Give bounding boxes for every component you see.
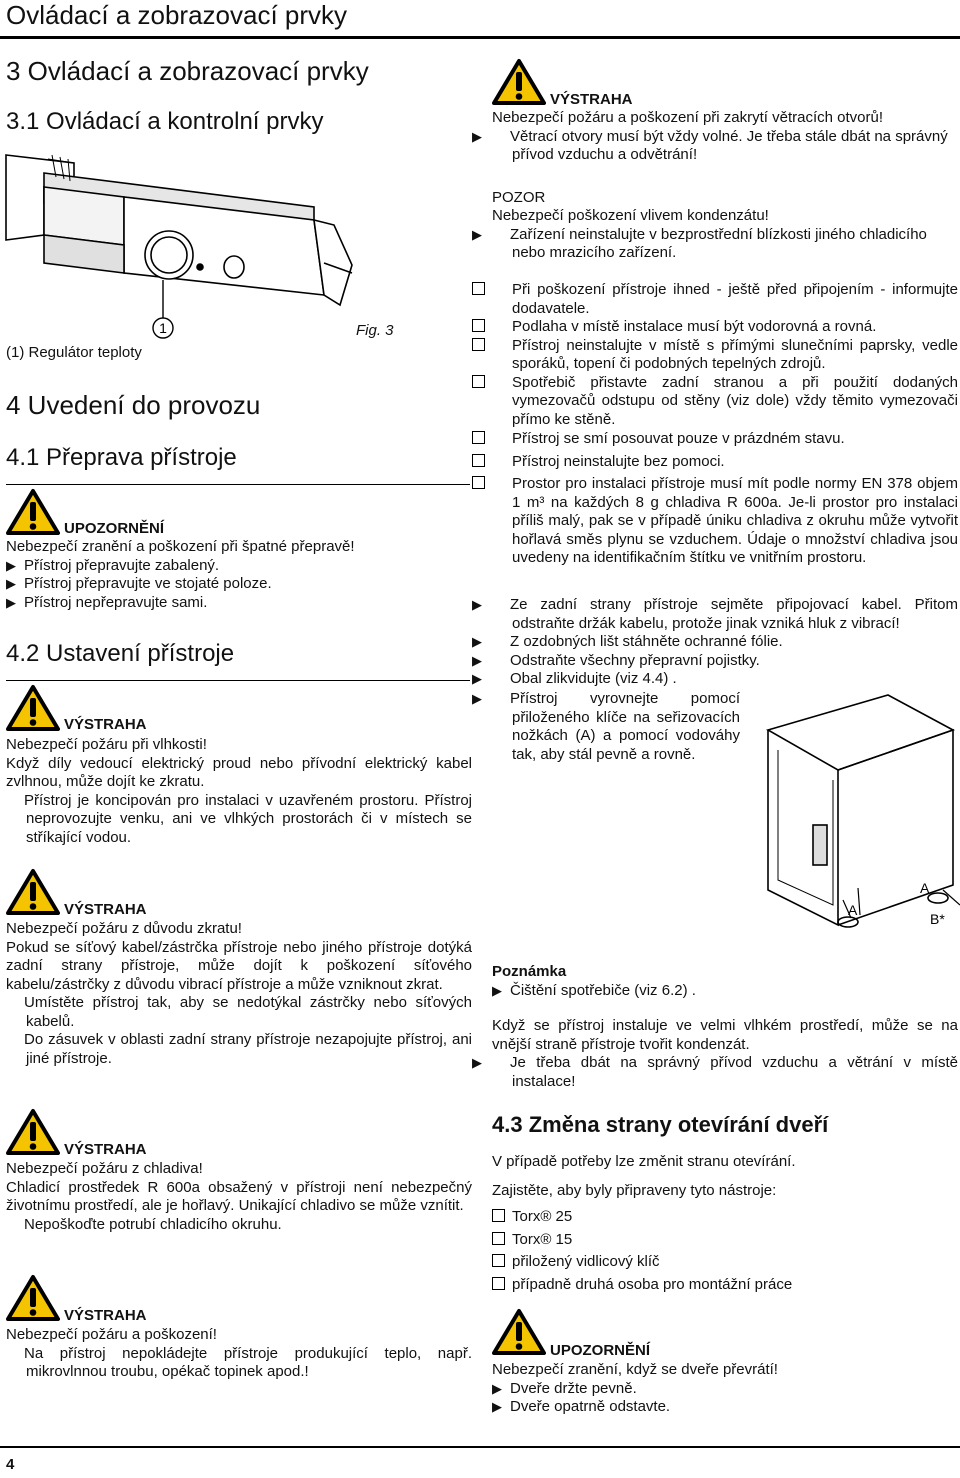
warning-signal-word: VÝSTRAHA <box>64 716 147 733</box>
arrow-bullet-icon: ▶ <box>472 691 482 706</box>
section-4-title: 4 Uvedení do provozu <box>6 390 261 420</box>
action-item: ▶ Přístroj nepřepravujte sami. <box>6 593 208 611</box>
installation-actions-a <box>472 596 958 689</box>
checkbox-icon <box>492 1229 512 1252</box>
arrow-bullet-icon: ▶ <box>6 594 16 610</box>
warning-triangle-icon <box>6 868 60 916</box>
section-3-title: 3 Ovládací a zobrazovací prvky <box>6 56 369 86</box>
checkbox-icon <box>492 281 512 300</box>
checkbox-icon <box>492 337 512 356</box>
action-item: ▶ Z ozdobných lišt stáhněte ochranné fólie. <box>472 633 783 650</box>
action-item: ▶ Dveře opatrně odstavte. <box>492 1398 671 1415</box>
foot-label-a: A <box>848 902 858 918</box>
action-item: ▶ Přístroj přepravujte ve stojaté poloze. <box>6 575 272 592</box>
figure-3-control-panel <box>4 145 470 360</box>
arrow-bullet-icon: ▶ <box>472 671 482 686</box>
checkbox-icon <box>492 1251 512 1274</box>
checkbox-icon <box>492 318 512 337</box>
control-panel-drawing <box>6 155 352 330</box>
warning-triangle-icon <box>6 1274 60 1322</box>
arrow-bullet-icon <box>6 994 24 1013</box>
section-4-2-rule <box>6 680 470 681</box>
warning-text: Nebezpečí požáru při vlhkosti! <box>6 736 207 753</box>
tool-item: případně druhá osoba pro montážní práce <box>492 1274 958 1297</box>
figure-callout-1: 1 <box>159 320 167 336</box>
section-4-3-title: 4.3 Změna strany otevírání dveří <box>492 1112 829 1137</box>
warning-refrigerant-block <box>6 1160 472 1234</box>
arrow-bullet-icon <box>6 792 24 811</box>
note-block <box>492 963 958 1000</box>
tools-list <box>492 1206 958 1296</box>
warning-text: Nebezpečí zranění a poškození při špatné přepravě! <box>6 538 355 555</box>
caution-text: Nebezpečí poškození vlivem kondenzátu! <box>492 207 769 224</box>
arrow-bullet-icon <box>6 1216 24 1235</box>
caution-signal-word: POZOR <box>492 189 546 206</box>
warning-humidity-block <box>6 736 472 847</box>
warning-triangle-icon <box>6 488 60 536</box>
warning-signal-word: VÝSTRAHA <box>64 901 147 918</box>
header-rule <box>0 36 960 39</box>
action-item: Přístroj je koncipován pro instalaci v uzavřeném prostoru. Přístroj neprovozujte venku, ani ve vlhkých prostorách či v místech se stříkající vodou. <box>6 792 472 848</box>
checkbox-icon <box>492 430 512 449</box>
tools-intro: Zajistěte, aby byly připraveny tyto nástroje: <box>492 1182 777 1199</box>
warning-transport-block <box>6 538 472 612</box>
arrow-bullet-icon <box>6 1031 24 1050</box>
section-4-3-intro: V případě potřeby lze změnit stranu otevírání. <box>492 1153 796 1170</box>
warning-text: Pokud se síťový kabel/zástrčka přístroje nebo jiného přístroje dotýká zadní strany přístroje, může dojít k poškození síťového kabelu/zástrčky z důvodu vibrací přístroje a může vzniknout zkrat. <box>6 938 472 993</box>
arrow-bullet-icon: ▶ <box>492 982 502 998</box>
humidity-note-block <box>472 1017 958 1091</box>
action-item: ▶ Dveře držte pevně. <box>492 1379 637 1397</box>
warning-text: Nebezpečí požáru z chladiva! <box>6 1160 203 1177</box>
section-4-2-title: 4.2 Ustavení přístroje <box>6 640 235 667</box>
warning-ventilation-block <box>472 109 958 165</box>
action-item: ▶ Čištění spotřebiče (viz 6.2) . <box>492 981 696 999</box>
arrow-bullet-icon: ▶ <box>472 226 482 242</box>
foot-label-a: A <box>920 880 930 896</box>
warning-text: Nebezpečí požáru a poškození při zakrytí větracích otvorů! <box>492 109 884 126</box>
checklist-item: Přístroj neinstalujte bez pomoci. <box>492 453 958 472</box>
warning-triangle-icon <box>6 1108 60 1156</box>
arrow-bullet-icon: ▶ <box>492 1380 502 1396</box>
action-item: ▶ Obal zlikvidujte (viz 4.4) . <box>472 670 677 687</box>
checkbox-icon <box>492 475 512 494</box>
caution-condensate-block <box>472 207 958 263</box>
action-item: ▶ Přístroj přepravujte zabalený. <box>6 556 220 574</box>
figure-leveling-feet <box>738 690 960 940</box>
checklist-item: Spotřebič přistavte zadní stranou a při použití dodaných vymezovačů odstupu od stěny (viz dole) vždy těmito vymezovači přímo ke stěně. <box>492 374 958 430</box>
checklist-item: Přístroj neinstalujte v místě s přímými slunečními paprsky, vedle sporáků, topení či podobných tepelných zdrojů. <box>492 337 958 374</box>
action-item: Umístěte přístroj tak, aby se nedotýkal zástrčky nebo síťových kabelů. <box>6 994 472 1031</box>
action-item: Na přístroj nepokládejte přístroje produkující teplo, např. mikrovlnnou troubu, opékač topinek apod.! <box>6 1345 472 1382</box>
warning-signal-word: UPOZORNĚNÍ <box>64 520 165 537</box>
checkbox-icon <box>492 453 512 472</box>
arrow-bullet-icon: ▶ <box>472 597 482 612</box>
arrow-bullet-icon <box>6 1345 24 1364</box>
page-header-title: Ovládací a zobrazovací prvky <box>6 0 348 30</box>
warning-text: Chladicí prostředek R 600a obsažený v přístroji není nebezpečný životnímu prostředí, ale je hořlavý. Unikající chladivo se může vznítit. <box>6 1178 472 1214</box>
warning-signal-word: VÝSTRAHA <box>64 1141 147 1158</box>
section-4-1-rule <box>6 484 470 485</box>
warning-heat-block <box>6 1326 472 1382</box>
spacer-label-b: B* <box>930 911 945 927</box>
appliance-drawing <box>768 695 960 927</box>
action-item: Do zásuvek v oblasti zadní strany přístroje nezapojujte přístroj, ani jiné přístroje. <box>6 1031 472 1068</box>
note-title: Poznámka <box>492 963 567 980</box>
figure-legend-temperature-regulator: (1) Regulátor teploty <box>6 344 142 361</box>
arrow-bullet-icon: ▶ <box>472 128 482 144</box>
tool-item: Torx® 15 <box>492 1229 958 1252</box>
installation-actions-b <box>472 690 740 764</box>
action-item: ▶ Je třeba dbát na správný přívod vzduchu a větrání v místě instalace! <box>472 1054 958 1090</box>
checklist-item: Prostor pro instalaci přístroje musí mít podle normy EN 378 objem 1 m³ na každých 8 g chladiva R 600a. Je-li prostor pro instalaci příliš malý, pak se v případě úniku chladiva z okruhu může vytvořit hořlavá směs plynu se vzduchem. Údaje o množství chladiva jsou uvedeny na identifikačním štítku ve vnitřním prostoru. <box>492 475 958 568</box>
action-item: ▶ Větrací otvory musí být vždy volné. Je třeba stále dbát na správný přívod vzduchu a odvětrání! <box>472 127 948 163</box>
arrow-bullet-icon: ▶ <box>472 634 482 649</box>
warning-text: Nebezpečí požáru a poškození! <box>6 1326 217 1343</box>
checkbox-icon <box>492 374 512 393</box>
action-item: Nepoškoďte potrubí chladicího okruhu. <box>6 1216 472 1235</box>
tool-item: přiložený vidlicový klíč <box>492 1251 958 1274</box>
warning-short-circuit-block <box>6 920 472 1068</box>
warning-text: Když díly vedoucí elektrický proud nebo přívodní elektrický kabel zvlhnou, může dojít ke zkratu. <box>6 754 472 790</box>
arrow-bullet-icon: ▶ <box>472 652 482 668</box>
checkbox-icon <box>492 1206 512 1229</box>
warning-signal-word: UPOZORNĚNÍ <box>550 1342 651 1359</box>
checklist-item: Podlaha v místě instalace musí být vodorovná a rovná. <box>492 318 958 337</box>
arrow-bullet-icon: ▶ <box>472 1055 482 1070</box>
arrow-bullet-icon: ▶ <box>6 557 16 573</box>
installation-checklist <box>492 281 958 568</box>
warning-text: Nebezpečí zranění, když se dveře převrátí! <box>492 1361 778 1378</box>
section-4-1-title: 4.1 Přeprava přístroje <box>6 444 237 471</box>
warning-signal-word: VÝSTRAHA <box>550 91 633 108</box>
page-number: 4 <box>6 1456 15 1473</box>
arrow-bullet-icon: ▶ <box>6 576 16 591</box>
warning-triangle-icon <box>492 1308 546 1356</box>
figure-3-caption: Fig. 3 <box>356 322 394 339</box>
footer-rule <box>0 1446 960 1448</box>
tool-item: Torx® 25 <box>492 1206 958 1229</box>
checkbox-icon <box>492 1274 512 1297</box>
warning-text: Nebezpečí požáru z důvodu zkratu! <box>6 920 242 937</box>
checklist-item: Přístroj se smí posouvat pouze v prázdném stavu. <box>492 430 958 449</box>
warning-triangle-icon <box>492 58 546 106</box>
section-3-1-title: 3.1 Ovládací a kontrolní prvky <box>6 108 324 135</box>
action-item: ▶ Ze zadní strany přístroje sejměte připojovací kabel. Přitom odstraňte držák kabelu, protože jinak vzniká hluk z vibrací! <box>472 596 958 632</box>
humidity-text: Když se přístroj instaluje ve velmi vlhkém prostředí, může se na vnější straně přístroje tvořit kondenzát. <box>492 1017 958 1053</box>
warning-door-block <box>492 1361 958 1417</box>
arrow-bullet-icon: ▶ <box>492 1399 502 1414</box>
action-item: ▶ Přístroj vyrovnejte pomocí přiloženého klíče na seřizovacích nožkách (A) a pomocí vodováhy tak, aby stál pevně a rovně. <box>472 690 740 763</box>
action-item: ▶ Zařízení neinstalujte v bezprostřední blízkosti jiného chladicího nebo mrazicího zařízení. <box>472 225 927 261</box>
warning-signal-word: VÝSTRAHA <box>64 1307 147 1324</box>
checklist-item: Při poškození přístroje ihned - ještě před připojením - informujte dodavatele. <box>492 281 958 318</box>
action-item: ▶ Odstraňte všechny přepravní pojistky. <box>472 651 760 669</box>
warning-triangle-icon <box>6 684 60 732</box>
